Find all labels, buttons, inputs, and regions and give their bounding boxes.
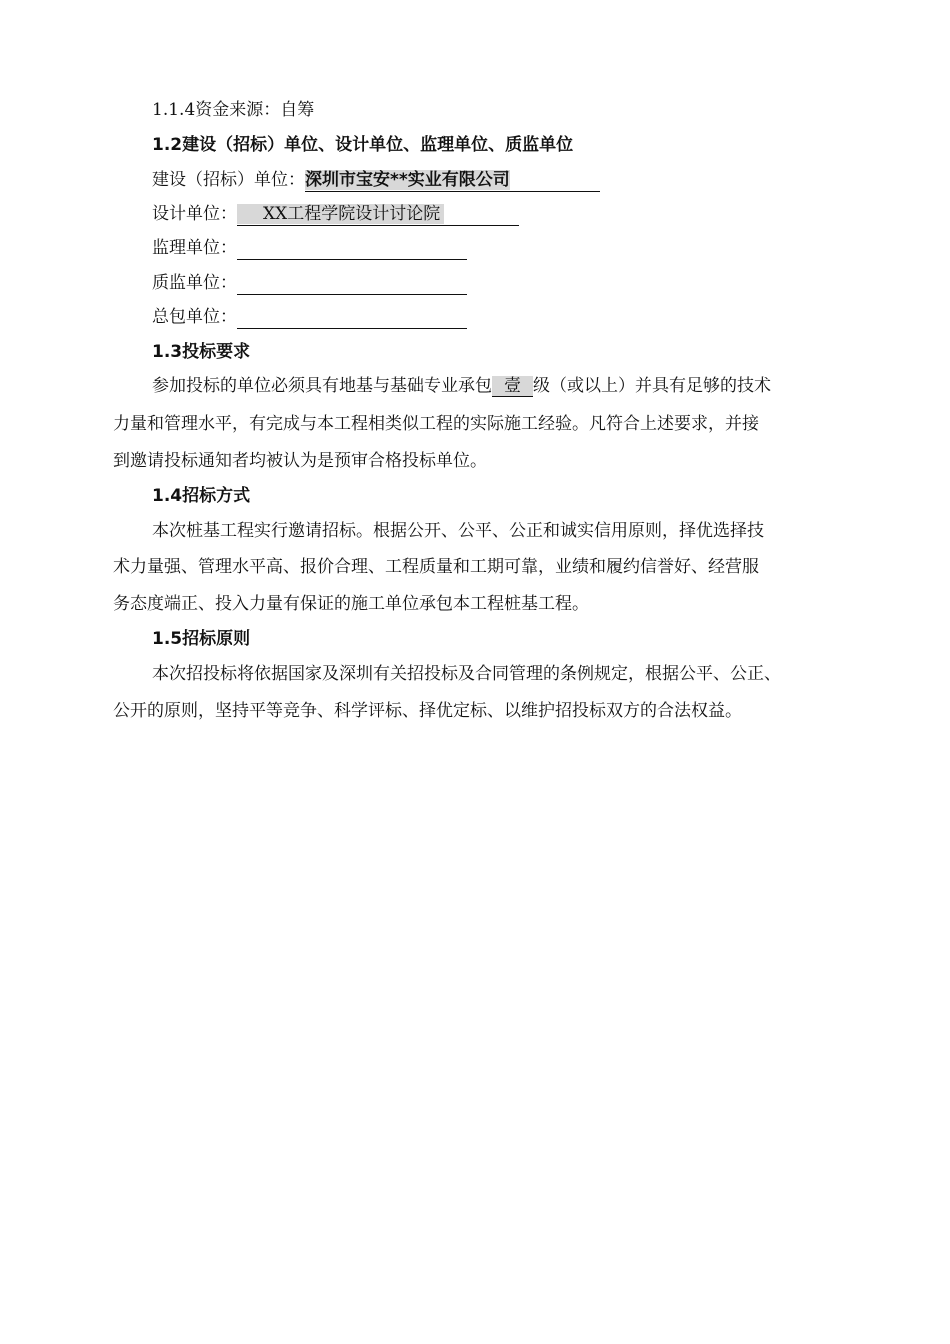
supervision-label: 监理单位：	[152, 238, 237, 258]
section-1-5-heading: 1.5招标原则	[152, 629, 251, 649]
method-line-3: 务态度端正、投入力量有保证的施工单位承包本工程桩基工程。	[113, 594, 589, 614]
contractor-label: 总包单位：	[152, 307, 237, 327]
principle-line-2: 公开的原则，坚持平等竞争、科学评标、择优定标、以维护招投标双方的合法权益。	[113, 701, 742, 721]
contractor-blank	[237, 308, 467, 329]
quality-field	[152, 271, 467, 295]
owner-value: 深圳市宝安**实业有限公司	[305, 170, 510, 190]
contractor-field	[152, 305, 467, 329]
owner-label: 建设（招标）单位：	[152, 170, 305, 190]
requirement-line-1	[152, 374, 771, 398]
quality-label: 质监单位：	[152, 273, 237, 293]
owner-field	[152, 168, 600, 192]
requirement-text-b: 级（或以上）并具有足够的技术	[533, 376, 771, 396]
requirement-grade: 壹	[492, 376, 533, 397]
method-line-1: 本次桩基工程实行邀请招标。根据公开、公平、公正和诚实信用原则，择优选择技	[152, 521, 764, 541]
design-label: 设计单位：	[152, 204, 237, 224]
design-value: XX工程学院设计讨论院	[237, 204, 444, 224]
method-line-2: 术力量强、管理水平高、报价合理、工程质量和工期可靠，业绩和履约信誉好、经营服	[113, 557, 759, 577]
section-1-2-heading: 1.2建设（招标）单位、设计单位、监理单位、质监单位	[152, 135, 574, 155]
supervision-blank	[237, 239, 467, 260]
fund-source-line: 1.1.4资金来源：自筹	[152, 100, 315, 120]
quality-blank	[237, 274, 467, 295]
principle-line-1: 本次招投标将依据国家及深圳有关招投标及合同管理的条例规定，根据公平、公正、	[152, 664, 781, 684]
requirement-line-3: 到邀请投标通知者均被认为是预审合格投标单位。	[113, 451, 487, 471]
requirement-text-a: 参加投标的单位必须具有地基与基础专业承包	[152, 376, 492, 396]
supervision-field	[152, 236, 467, 260]
design-fill	[237, 202, 519, 226]
requirement-line-2: 力量和管理水平，有完成与本工程相类似工程的实际施工经验。凡符合上述要求，并接	[113, 414, 759, 434]
section-1-4-heading: 1.4招标方式	[152, 486, 251, 506]
owner-fill	[305, 168, 600, 192]
section-1-3-heading: 1.3投标要求	[152, 342, 251, 362]
design-field	[152, 202, 519, 226]
